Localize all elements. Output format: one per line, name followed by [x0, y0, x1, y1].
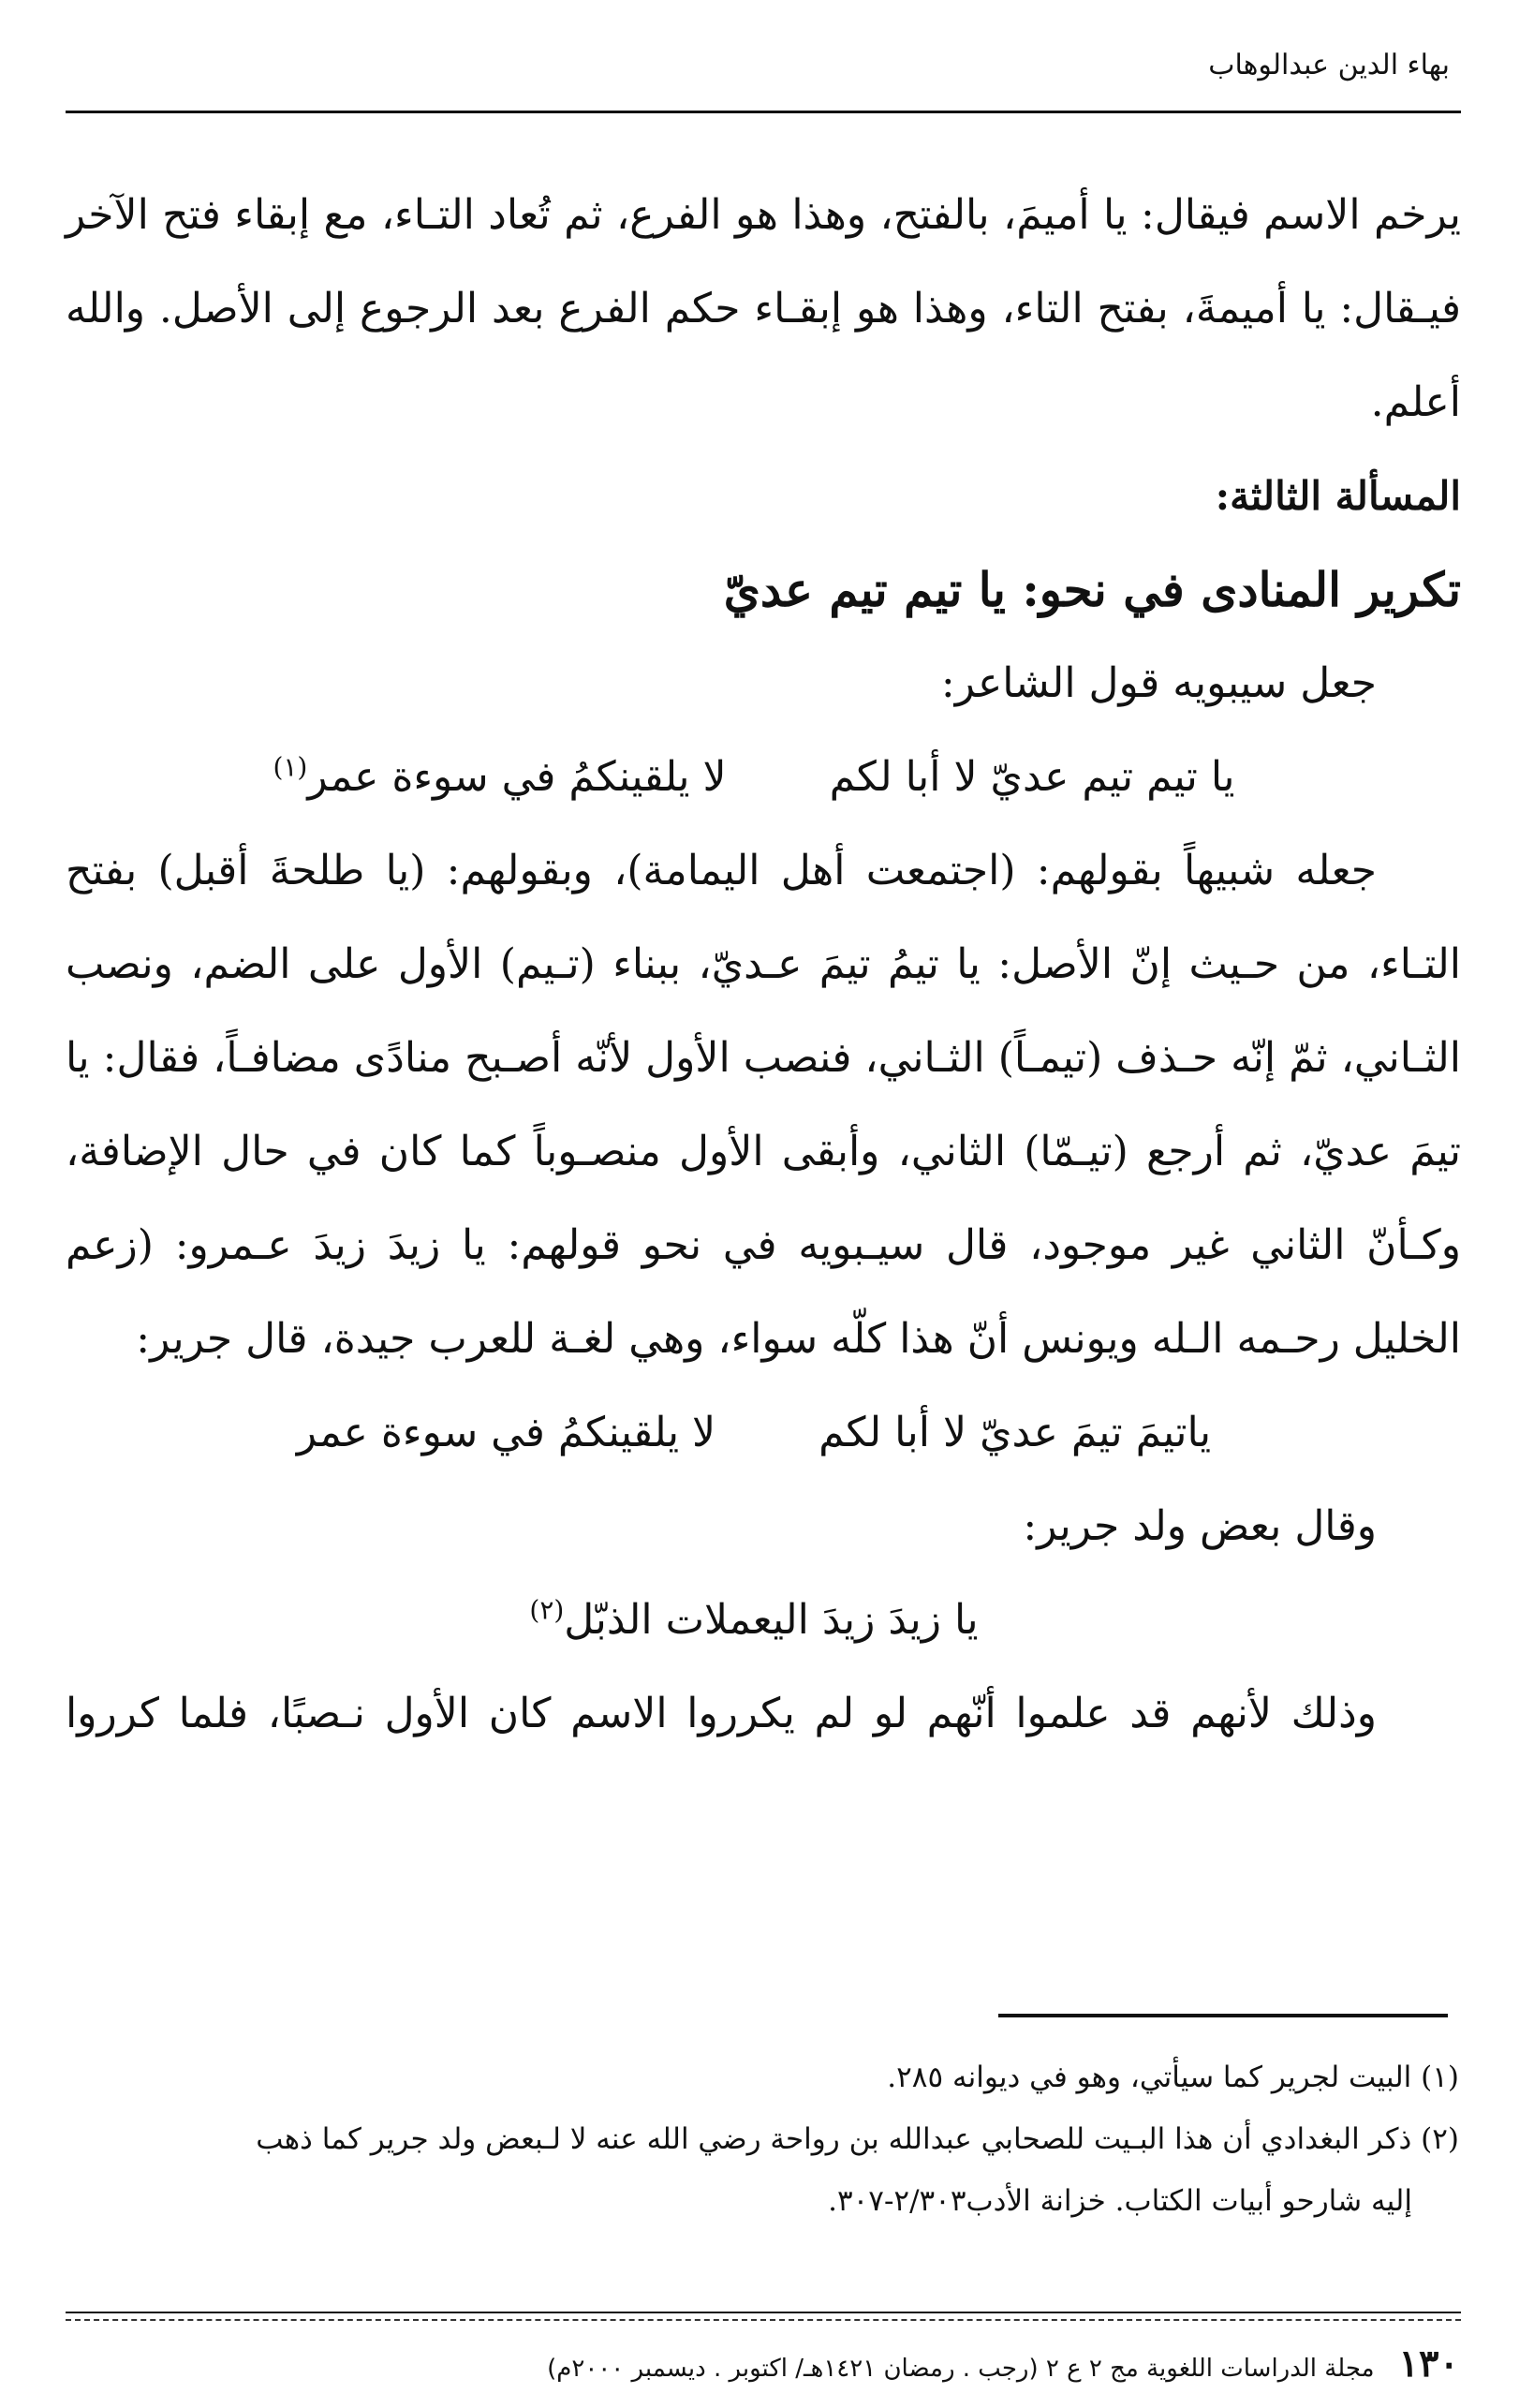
verse-1-first-hemistich: يا تيم تيم عديّ لا أبا لكم [829, 753, 1235, 801]
footnote-2-continuation: إليه شارحو أبيات الكتاب. خزانة الأدب٢/٣٠٣-٣٠٧. [828, 2184, 1412, 2218]
footnote-1 [73, 2046, 1459, 2108]
header-rule [66, 111, 1461, 113]
verse-3-hemistich [529, 1573, 978, 1667]
verse-2-first-hemistich: ياتيمَ تيمَ عديّ لا أبا لكم [819, 1409, 1212, 1456]
footnote-2-number: (٢) [1421, 2122, 1459, 2156]
verse-3-text: يا زيدَ زيدَ اليعملات الذبّل [564, 1596, 979, 1644]
footnote-ref-2: (٢) [529, 1594, 565, 1626]
footnote-2 [73, 2108, 1459, 2232]
footnote-ref-1: (١) [273, 751, 308, 783]
verse-1 [66, 731, 1461, 824]
paragraph-1: يرخم الاسم فيقال: يا أميمَ، بالفتح، وهذا هو الفرع، ثم تُعاد التـاء، مع إبقاء فتح الآخر فيـقال: يا أميمةَ، بفتح التاء، وهذا هو إبقـاء حكم الفرع بعد الرجوع إلى الأصل. والله أعلم. [66, 191, 1461, 426]
verse-3 [66, 1573, 1461, 1667]
section-heading: المسألة الثالثة: [1215, 473, 1461, 519]
verse-2-second-hemistich: لا يلقينكمُ في سوءة عمر [296, 1409, 716, 1456]
intro-line-2: وقال بعض ولد جرير: [1023, 1502, 1377, 1550]
page-number: ١٣٠ [1398, 2342, 1459, 2386]
running-head-author: بهاء الدين عبدالوهاب [1208, 49, 1450, 81]
body-text [66, 169, 1461, 1761]
topic-heading: تكرير المنادى في نحو: يا تيم تيم عديّ [723, 562, 1461, 617]
footnotes [73, 2046, 1459, 2232]
page-footer [547, 2342, 1459, 2386]
footer-rule [66, 2312, 1461, 2313]
footnote-2-text: ذكر البغدادي أن هذا البـيت للصحابي عبدالله بن رواحة رضي الله عنه لا لـبعض ولد جرير كما ذهب [256, 2122, 1412, 2156]
intro-line-1: جعل سيبويه قول الشاعر: [940, 659, 1377, 707]
footnote-1-text: البيت لجرير كما سيأتي، وهو في ديوانه ٢٨٥. [887, 2061, 1412, 2094]
verse-1-second-text: لا يلقينكمُ في سوءة عمر [307, 753, 727, 801]
verse-1-second-hemistich [273, 731, 726, 824]
journal-citation: مجلة الدراسات اللغوية مج ٢ ع ٢ (رجب . رمضان ١٤٢١هـ/ اكتوبر . ديسمبر ٢٠٠٠م) [547, 2355, 1375, 2383]
verse-2 [66, 1386, 1461, 1480]
paragraph-3: وذلك لأنهم قد علموا أنّهم لو لم يكرروا الاسم كان الأول نـصبًا، فلما كرروا [66, 1690, 1377, 1737]
paragraph-2: جعله شبيهاً بقولهم: (اجتمعت أهل اليمامة)، وبقولهم: (يا طلحةَ أقبل) بفتح التـاء، من حـيث إنّ الأصل: يا تيمُ تيمَ عـديّ، ببناء (تـيم) الأول على الضم، ونصب الثـاني، ثمّ إنّه حـذف (تيمـاً) الثـاني، فنصب الأول لأنّه أصـبح منادًى مضافـاً، فقال: يا تيمَ عديّ، ثم أرجع (تيـمّا) الثاني، وأبقى الأول منصـوباً كما كان في حال الإضافة، وكـأنّ الثاني غير موجود، قال سيـبويه في نحو قولهم: يا زيدَ زيدَ عـمرو: (زعم الخليل رحـمه الـله ويونس أنّ هذا كلّه سواء، وهي لغـة للعرب جيدة، قال جرير: [66, 847, 1461, 1363]
footnote-separator [998, 2014, 1448, 2017]
footer-dashed-rule [66, 2319, 1461, 2321]
footnote-1-number: (١) [1421, 2061, 1459, 2094]
